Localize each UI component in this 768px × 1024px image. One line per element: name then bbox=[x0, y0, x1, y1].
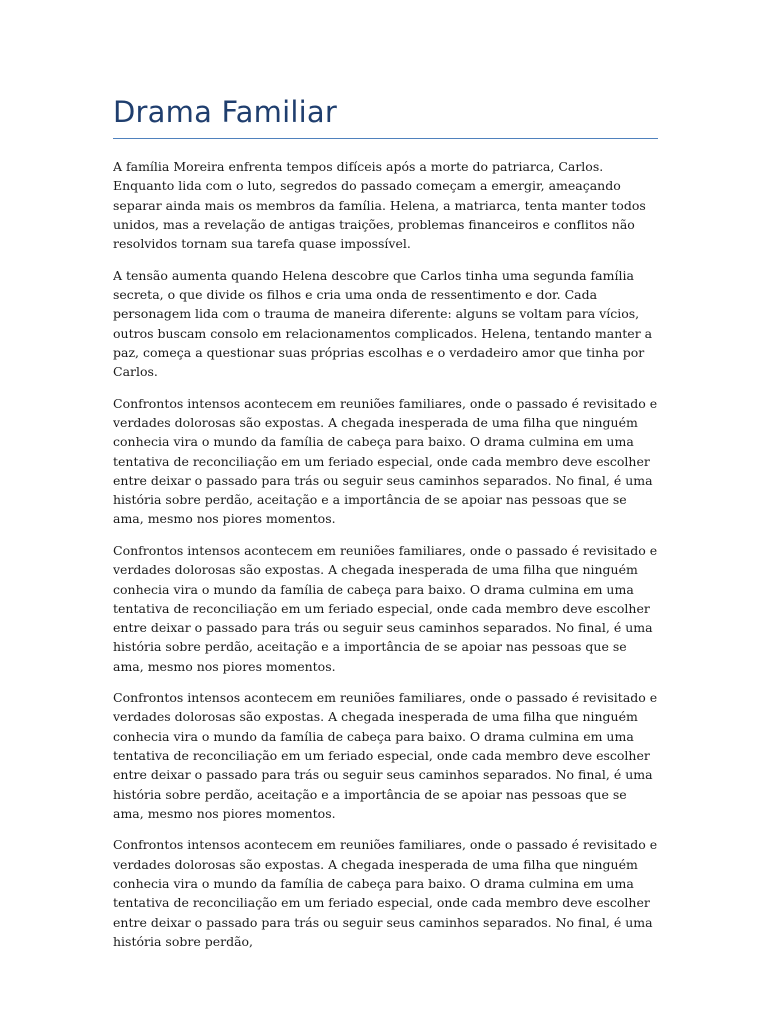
title-divider bbox=[113, 138, 658, 139]
body-paragraph-3: Confrontos intensos acontecem em reuniões familiares, onde o passado é revisitado e verdades dolorosas são expostas. A chegada inesperada de uma filha que ninguém conhecia vira o mundo da família de cabeça para baixo. O drama culmina em uma tentativa de reconciliação em um feriado especial, onde cada membro deve escolher entre deixar o passado para trás ou seguir seus caminhos separados. No final, é uma história sobre perdão, aceitação e a importância de se apoiar nas pessoas que se ama, mesmo nos piores momentos. bbox=[113, 395, 658, 527]
body-paragraph-2: A tensão aumenta quando Helena descobre que Carlos tinha uma segunda família secreta, o que divide os filhos e cria uma onda de ressentimento e dor. Cada personagem lida com o trauma de maneira diferente: alguns se voltam para vícios, outros buscam consolo em relacionamentos complicados. Helena, tentando manter a paz, começa a questionar suas próprias escolhas e o verdadeiro amor que tinha por Carlos. bbox=[113, 267, 653, 380]
body-paragraph-5: Confrontos intensos acontecem em reuniões familiares, onde o passado é revisitado e verdades dolorosas são expostas. A chegada inesperada de uma filha que ninguém conhecia vira o mundo da família de cabeça para baixo. O drama culmina em uma tentativa de reconciliação em um feriado especial, onde cada membro deve escolher entre deixar o passado para trás ou seguir seus caminhos separados. No final, é uma história sobre perdão, aceitação e a importância de se apoiar nas pessoas que se ama, mesmo nos piores momentos. bbox=[113, 690, 658, 821]
document-title: Drama Familiar bbox=[113, 95, 337, 129]
body-paragraph-6: Confrontos intensos acontecem em reuniões familiares, onde o passado é revisitado e verdades dolorosas são expostas. A chegada inesperada de uma filha que ninguém conhecia vira o mundo da família de cabeça para baixo. O drama culmina em uma tentativa de reconciliação em um feriado especial, onde cada membro deve escolher entre deixar o passado para trás ou seguir seus caminhos separados. No final, é uma história sobre perdão, bbox=[113, 837, 658, 949]
body-paragraph-1: A família Moreira enfrenta tempos difíceis após a morte do patriarca, Carlos. Enquanto lida com o luto, segredos do passado começam a emergir, ameaçando separar ainda mais os membros da família. Helena, a matriarca, tenta manter todos unidos, mas a revelação de antigas traições, problemas financeiros e conflitos não resolvidos tornam sua tarefa quase impossível. bbox=[113, 159, 646, 252]
body-paragraph-4: Confrontos intensos acontecem em reuniões familiares, onde o passado é revisitado e verdades dolorosas são expostas. A chegada inesperada de uma filha que ninguém conhecia vira o mundo da família de cabeça para baixo. O drama culmina em uma tentativa de reconciliação em um feriado especial, onde cada membro deve escolher entre deixar o passado para trás ou seguir seus caminhos separados. No final, é uma história sobre perdão, aceitação e a importância de se apoiar nas pessoas que se ama, mesmo nos piores momentos. bbox=[113, 542, 658, 674]
document-page bbox=[113, 92, 658, 1024]
